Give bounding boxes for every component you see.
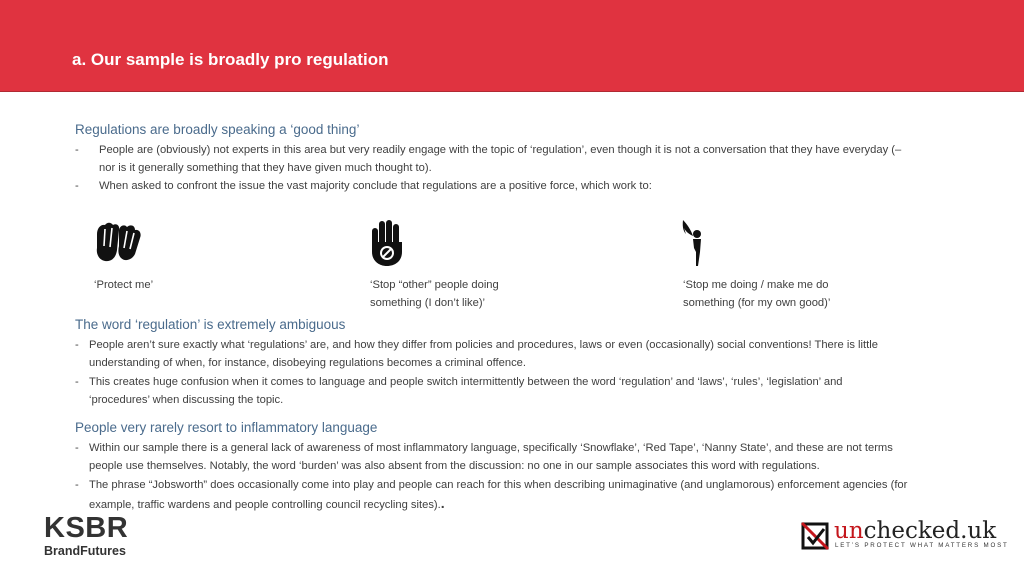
bullet-text-line: This creates huge confusion when it comes to language and people switch intermittently between the word ‘regulation’ and ‘laws’, ‘rules’, ‘legislation’ and: [89, 376, 843, 388]
bullet-text-line: example, traffic wardens and people controlling council recycling sites).: [89, 499, 441, 511]
icon-caption-protect: [94, 276, 153, 294]
unchecked-logo: [800, 518, 1009, 555]
checkbox-cross-icon: [800, 521, 830, 551]
bullet-item: [75, 439, 955, 475]
bullet-item: [75, 177, 955, 195]
caption-line: something (for my own good)’: [683, 297, 831, 309]
bullet-text-line: nor is it generally something that they have given much thought to).: [99, 162, 432, 174]
bullet-item: [75, 336, 955, 372]
section-title-ambiguous: The word ‘regulation’ is extremely ambiguous: [75, 317, 346, 332]
caption-line: ‘Stop “other” people doing: [370, 279, 499, 291]
ksbr-logo: [44, 514, 128, 558]
section-title-good-thing: Regulations are broadly speaking a ‘good thing’: [75, 122, 360, 137]
ksbr-logo-sub: BrandFutures: [44, 544, 126, 558]
caption-line: ‘Protect me’: [94, 279, 154, 291]
angel-figure-icon: [681, 218, 709, 270]
bullet-dash: -: [75, 180, 79, 192]
trailing-period: .: [440, 495, 445, 511]
bullet-dash: -: [75, 339, 79, 351]
bullet-text-line: understanding of when, for instance, disobeying regulations becomes a criminal offence.: [89, 357, 526, 369]
ksbr-logo-main: KSBR: [44, 512, 129, 544]
bullet-dash: -: [75, 144, 79, 156]
bullet-text-line: When asked to confront the issue the vast majority conclude that regulations are a positive force, which work to:: [99, 180, 652, 192]
bullet-text-line: Within our sample there is a general lack of awareness of most inflammatory language, specifically ‘Snowflake’, ‘Red Tape’, ‘Nanny State’, and these are not terms: [89, 442, 893, 454]
protect-hands-icon: [93, 220, 145, 264]
bullet-dash: -: [75, 479, 79, 491]
page-title: a. Our sample is broadly pro regulation: [72, 50, 389, 69]
bullet-item: [75, 476, 955, 512]
unchecked-logo-name: [834, 519, 996, 543]
bullet-text-line-container: [89, 494, 955, 514]
bullet-text-line: People aren’t sure exactly what ‘regulations’ are, and how they differ from policies and procedures, laws or even (occasionally) social conventions! There is little: [89, 339, 878, 351]
icon-caption-stop-me: [683, 276, 830, 312]
unchecked-rest: checked.uk: [863, 518, 997, 544]
bullet-text-line: ‘procedures’ when discussing the topic.: [89, 394, 284, 406]
bullet-dash: -: [75, 442, 79, 454]
stop-hand-icon: [368, 218, 404, 268]
section-title-inflammatory: People very rarely resort to inflammatory language: [75, 420, 378, 435]
caption-line: ‘Stop me doing / make me do: [683, 279, 829, 291]
bullet-item: [75, 141, 955, 177]
bullet-item: [75, 373, 955, 409]
caption-line: something (I don’t like)’: [370, 297, 486, 309]
unchecked-tagline: LET’S PROTECT WHAT MATTERS MOST: [835, 542, 1009, 549]
bullet-text-line: People are (obviously) not experts in this area but very readily engage with the topic of ‘regulation’, even though it is not a conversation that they have everyday (–: [99, 144, 902, 156]
icon-caption-stop-other: [370, 276, 499, 312]
header-banner: [0, 0, 1024, 92]
bullet-dash: -: [75, 376, 79, 388]
bullet-text-line: people use themselves. Notably, the word ‘burden’ was also absent from the discussion: no one in our sample associates this word with regulations.: [89, 460, 820, 472]
unchecked-prefix: un: [834, 518, 864, 544]
bullet-text-line: The phrase “Jobsworth” does occasionally come into play and people can reach for this when describing unimaginative (and unglamorous) enforcement agencies (for: [89, 479, 908, 491]
